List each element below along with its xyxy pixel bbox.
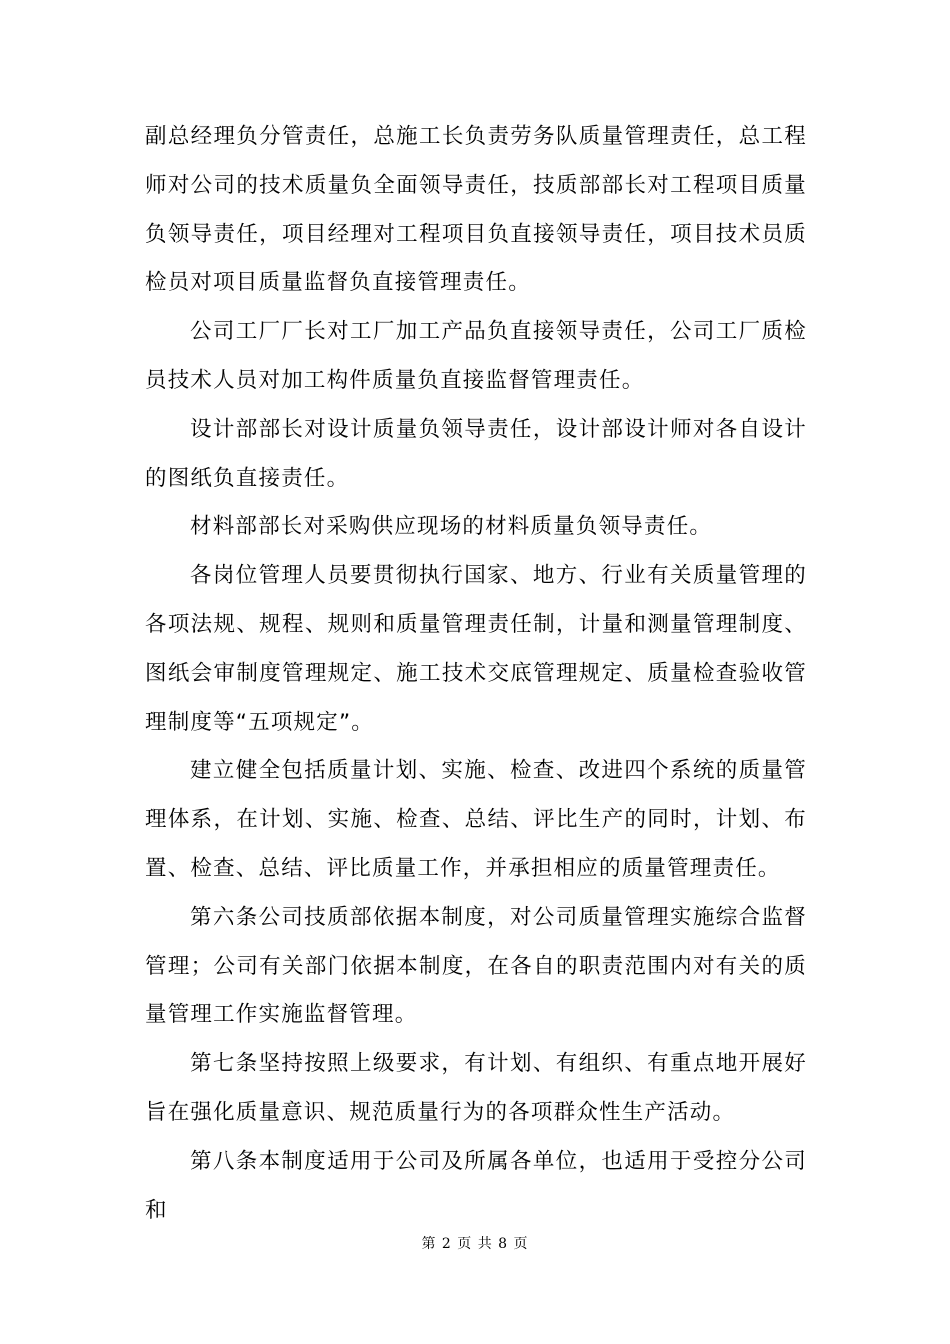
paragraph-5: 各岗位管理人员要贯彻执行国家、地方、行业有关质量管理的各项法规、规程、规则和质量管理责任制，计量和测量管理制度、图纸会审制度管理规定、施工技术交底管理规定、质量检查验收管理制度等“五项规定”。 xyxy=(145,563,807,735)
paragraph-3: 设计部部长对设计质量负领导责任，设计部设计师对各自设计的图纸负直接责任。 xyxy=(145,416,807,491)
document-body xyxy=(145,113,807,1235)
paragraph-8: 第七条坚持按照上级要求，有计划、有组织、有重点地开展好旨在强化质量意识、规范质量行为的各项群众性生产活动。 xyxy=(145,1051,807,1125)
page-number-footer: 第 2 页 共 8 页 xyxy=(421,1236,529,1252)
paragraph-4: 材料部部长对采购供应现场的材料质量负领导责任。 xyxy=(190,514,713,540)
paragraph-6: 建立健全包括质量计划、实施、检查、改进四个系统的质量管理体系，在计划、实施、检查、总结、评比生产的同时，计划、布置、检查、总结、评比质量工作，并承担相应的质量管理责任。 xyxy=(145,758,807,881)
paragraph-2: 公司工厂厂长对工厂加工产品负直接领导责任，公司工厂质检员技术人员对加工构件质量负直接监督管理责任。 xyxy=(145,319,807,393)
paragraph-7: 第六条公司技质部依据本制度，对公司质量管理实施综合监督管理；公司有关部门依据本制度，在各自的职责范围内对有关的质量管理工作实施监督管理。 xyxy=(145,904,807,1028)
paragraph-9: 第八条本制度适用于公司及所属各单位，也适用于受控分公司和 xyxy=(145,1148,807,1223)
paragraph-1: 副总经理负分管责任，总施工长负责劳务队质量管理责任，总工程师对公司的技术质量负全面领导责任，技质部部长对工程项目质量负领导责任，项目经理对工程项目负直接领导责任，项目技术员质检员对项目质量监督负直接管理责任。 xyxy=(145,124,807,296)
